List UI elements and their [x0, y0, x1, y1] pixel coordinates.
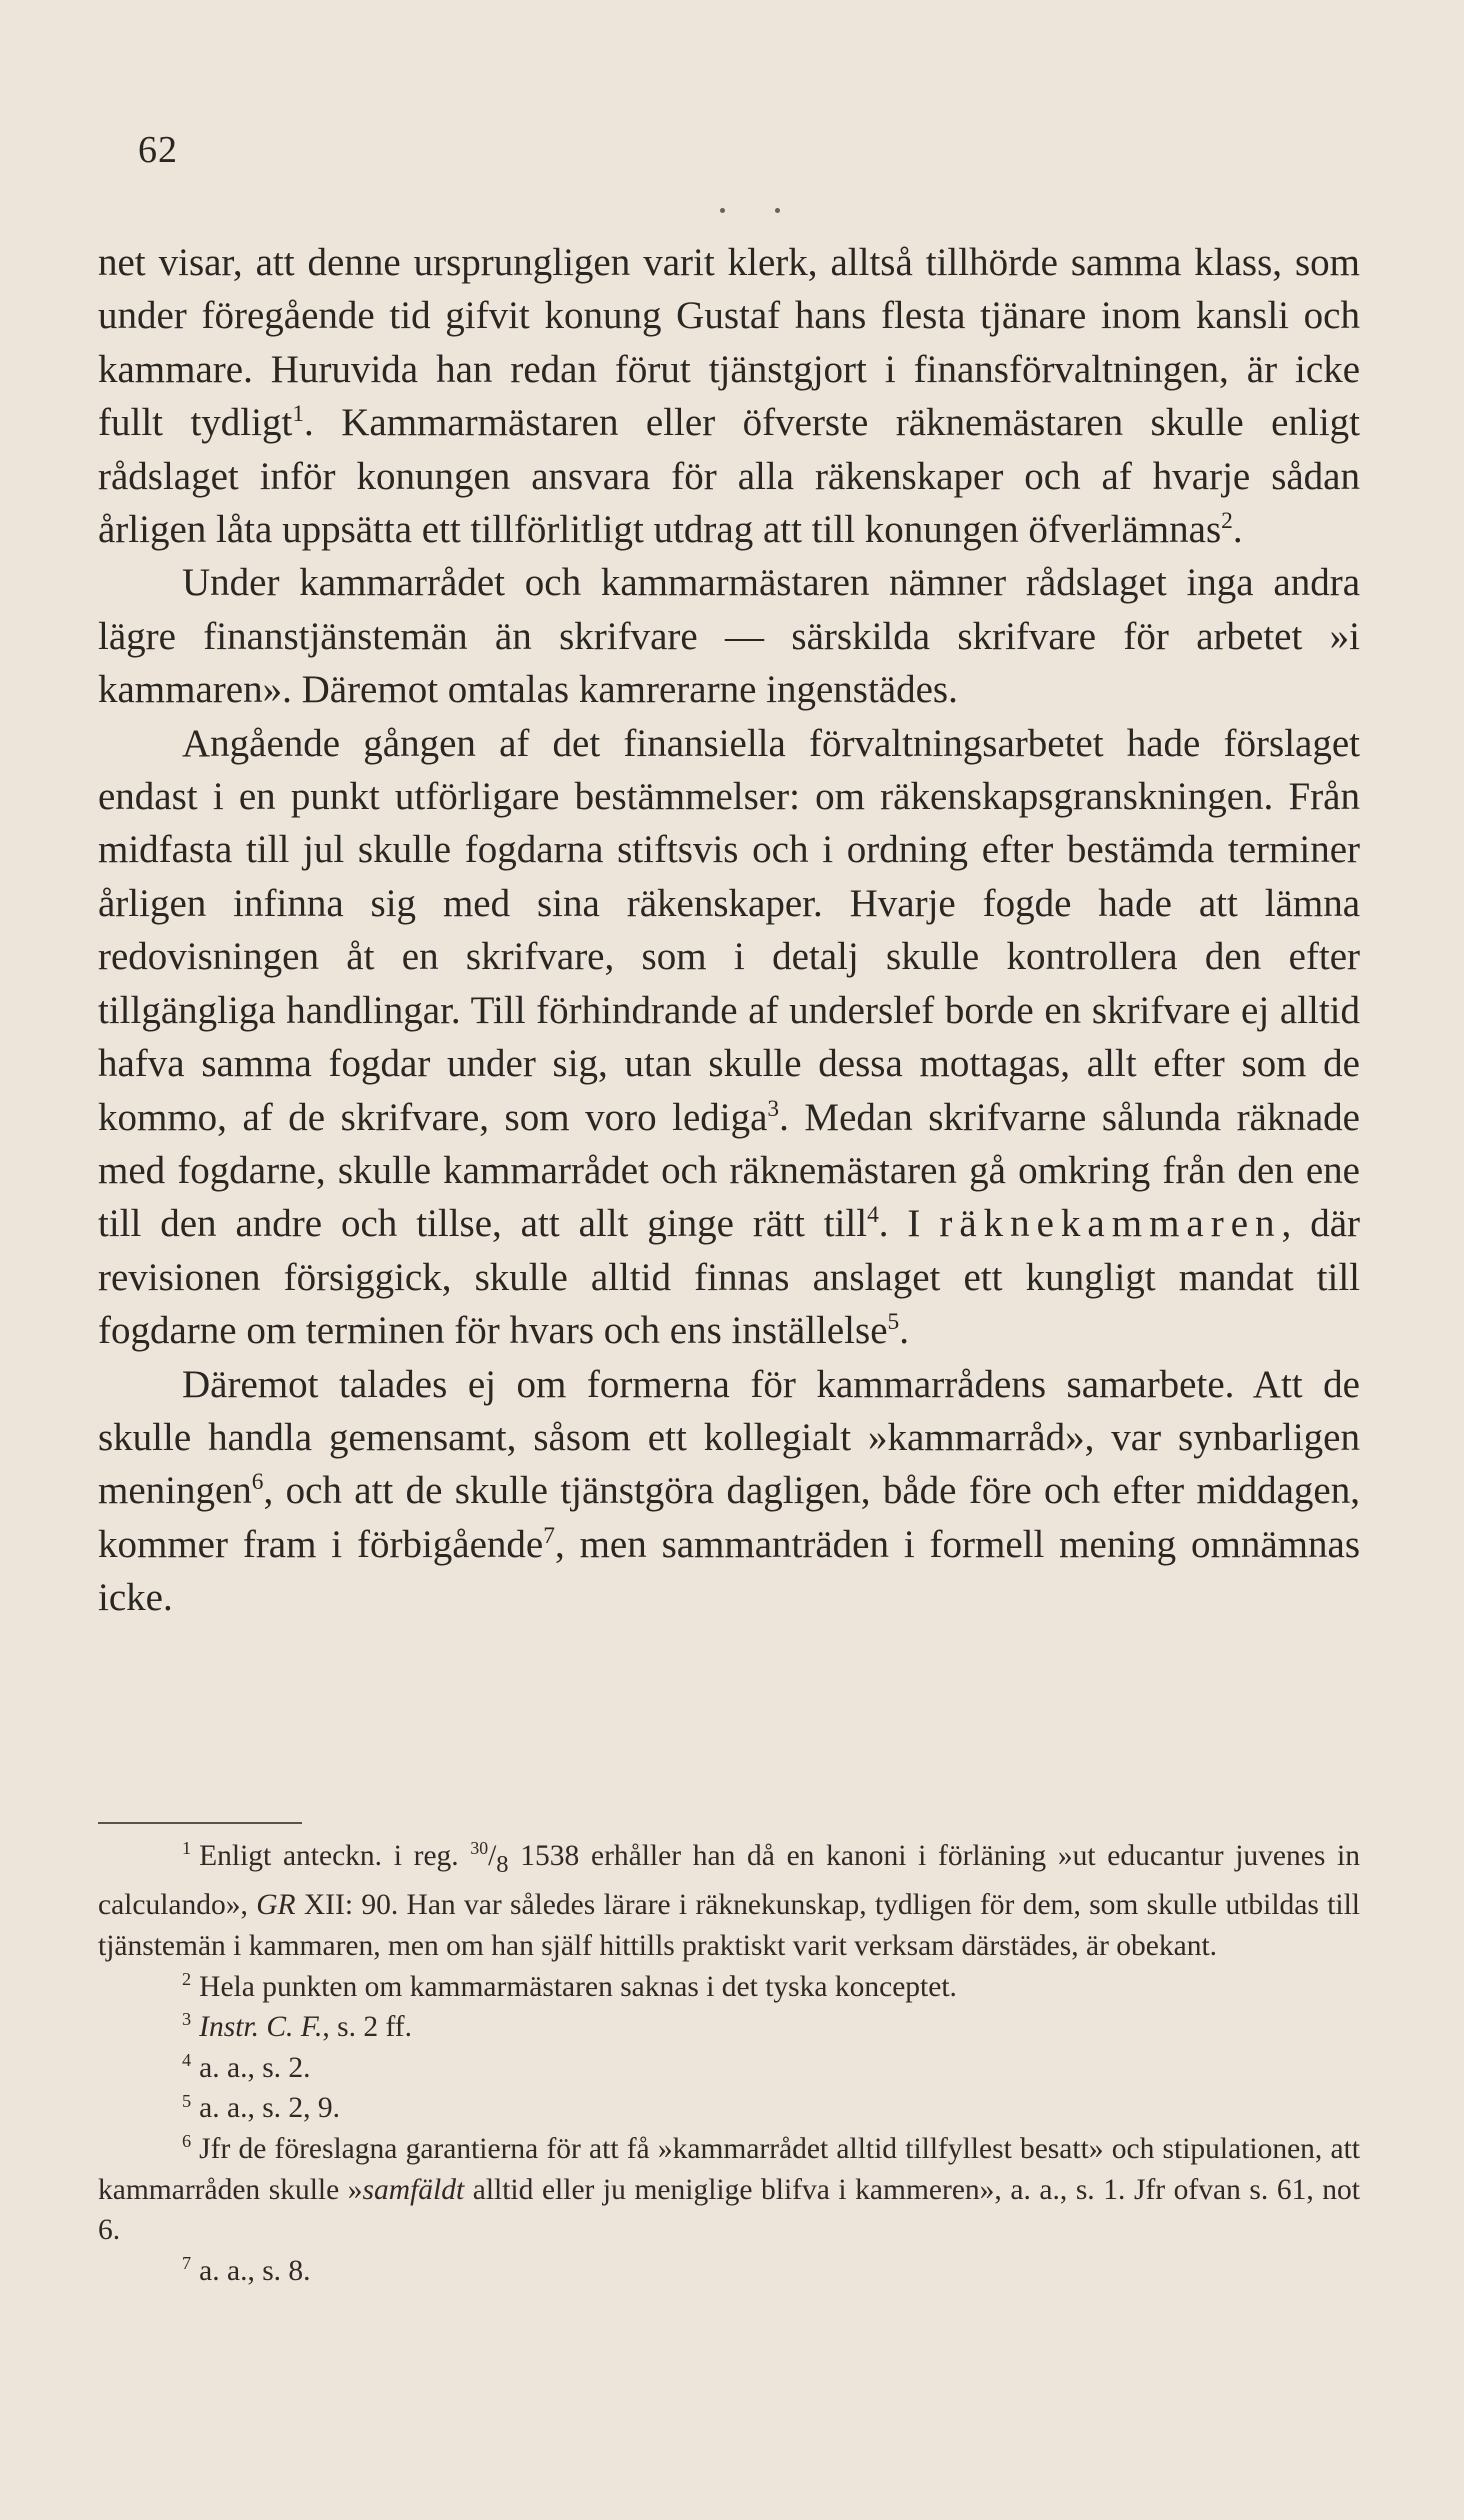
- footnote-reference: 7: [543, 1522, 555, 1549]
- text-run: a. a., s. 2.: [199, 2051, 311, 2084]
- text-run: . Kammarmästaren eller öfverste räknemästaren skulle enligt rådslaget inför konungen ansvara för alla räkenskaper och af hvarje sådan årligen låta uppsätta ett tillförlitligt utdrag att till konungen öfverlämnas: [98, 401, 1360, 552]
- text-run: Under kammarrådet och kammarmästaren nämner rådslaget inga andra lägre finanstjänstemän än skrifvare — särskilda skrifvare för arbetet »i kammaren». Däremot omtalas kamrerarne ingenstädes.: [98, 561, 1360, 712]
- print-speck: [775, 208, 780, 213]
- paragraph: [98, 556, 1360, 716]
- text-run: Däremot talades ej om formerna för kammarrådens samarbete. Att de skulle handla gemensamt, såsom ett kollegialt »kammarråd», var synbarligen meningen: [98, 1362, 1360, 1513]
- text-run: .: [899, 1309, 909, 1353]
- text-run: , s. 2 ff.: [322, 2011, 412, 2044]
- text-run: 1538 erhåller han då en kanoni i förläning »ut educantur juvenes in calculando»,: [98, 1840, 1360, 1922]
- italic-text: Instr. C. F.: [199, 2011, 323, 2044]
- footnote-marker: 5: [182, 2090, 192, 2111]
- text-run: alltid eller ju meniglige blifva i kammeren», a. a., s. 1. Jfr ofvan s. 61, not 6.: [98, 2173, 1360, 2247]
- paragraph: [98, 236, 1360, 556]
- print-speck: [720, 208, 725, 213]
- footnote-reference: 5: [887, 1309, 900, 1336]
- text-run: . Medan skrifvarne sålunda räknade med fogdarne, skulle kammarrådet och räknemästaren gå omkring från den ene till den andre och tillse, att allt ginge rätt till: [98, 1095, 1360, 1246]
- text-run: , där revisionen försiggick, skulle alltid finnas anslaget ett kungligt mandat till fogdarne om terminen för hvars och ens inställelse: [98, 1202, 1360, 1353]
- footnote-reference: 6: [251, 1469, 264, 1496]
- text-run: , och att de skulle tjänstgöra dagligen, både före och efter middagen, kommer fram i förbigående: [98, 1469, 1360, 1566]
- text-run: net visar, att denne ursprungligen varit klerk, alltså tillhörde samma klass, som under föregående tid gifvit konung Gustaf hans flesta tjänare inom kansli och kammare. Huruvida han redan förut tjänstgjort i finansförvaltningen, är icke fullt tydligt: [98, 241, 1360, 445]
- footnote-reference: 4: [867, 1202, 879, 1229]
- paragraph: [98, 1358, 1360, 1625]
- footnote: [98, 2129, 1360, 2251]
- footnote-reference: 2: [1221, 508, 1233, 535]
- text-run: Jfr de föreslagna garantierna för att få »kammarrådet alltid tillfyllest besatt» och stipulationen, att kammarråden skulle »: [98, 2133, 1360, 2206]
- footnote-reference: 3: [767, 1095, 780, 1122]
- footnote-marker: 1: [182, 1838, 192, 1859]
- text-run: Angående gången af det finansiella förvaltningsarbetet hade förslaget endast i en punkt utförligare bestämmelser: om räkenskapsgranskningen. Från midfasta till jul skulle fogdarna stiftsvis och i ordning efter bestämda terminer årligen infinna sig med sina räkenskaper. Hvarje fogde hade att lämna redovisningen åt en skrifvare, som i detalj skulle kontrollera den efter tillgängliga handlingar. Till förhindrande af underslef borde en skrifvare ej alltid hafva samma fogdar under sig, utan skulle dessa mottagas, allt efter som de kommo, af de skrifvare, som voro lediga: [98, 721, 1360, 1139]
- page-number: 62: [138, 129, 178, 171]
- text-run: a. a., s. 8.: [199, 2254, 311, 2287]
- footnote: [98, 1967, 1360, 2008]
- footnote: [98, 2251, 1360, 2292]
- text-run: Hela punkten om kammarmästaren saknas i det tyska konceptet.: [199, 1970, 957, 2003]
- footnote: [98, 2088, 1360, 2129]
- italic-text: samfäldt: [362, 2173, 465, 2206]
- footnote-reference: 1: [292, 401, 305, 428]
- footnote-marker: 4: [182, 2050, 192, 2071]
- text-run: .: [1232, 508, 1243, 552]
- spaced-emphasis: räknekammaren: [939, 1202, 1282, 1246]
- subscript: 8: [496, 1850, 509, 1878]
- paragraph: [98, 717, 1360, 1358]
- footnote: [98, 2007, 1360, 2048]
- footnote-marker: 3: [182, 2009, 192, 2030]
- text-run: XII: 90. Han var således lärare i räknekunskap, tydligen för dem, som skulle utbildas till tjänstemän i kammaren, men om han själf hittills praktiskt varit verksam därstädes, är obekant.: [98, 1889, 1360, 1963]
- footnote-marker: 6: [182, 2131, 192, 2152]
- footnote: [98, 1836, 1360, 1967]
- footnote-marker: 2: [182, 1968, 192, 1989]
- text-run: /: [488, 1840, 497, 1872]
- footnotes: [98, 1836, 1360, 2291]
- footnote-separator: [98, 1822, 302, 1824]
- text-run: Enligt anteckn. i reg.: [199, 1840, 471, 1872]
- text-run: , men sammanträden i formell mening omnämnas icke.: [98, 1522, 1360, 1620]
- footnote-marker: 7: [182, 2253, 192, 2273]
- footnote-reference: 30: [470, 1838, 489, 1859]
- text-run: . I: [878, 1202, 940, 1246]
- main-text: [98, 236, 1360, 1625]
- italic-text: GR: [256, 1889, 296, 1922]
- footnote: [98, 2048, 1360, 2089]
- text-run: a. a., s. 2, 9.: [199, 2092, 341, 2125]
